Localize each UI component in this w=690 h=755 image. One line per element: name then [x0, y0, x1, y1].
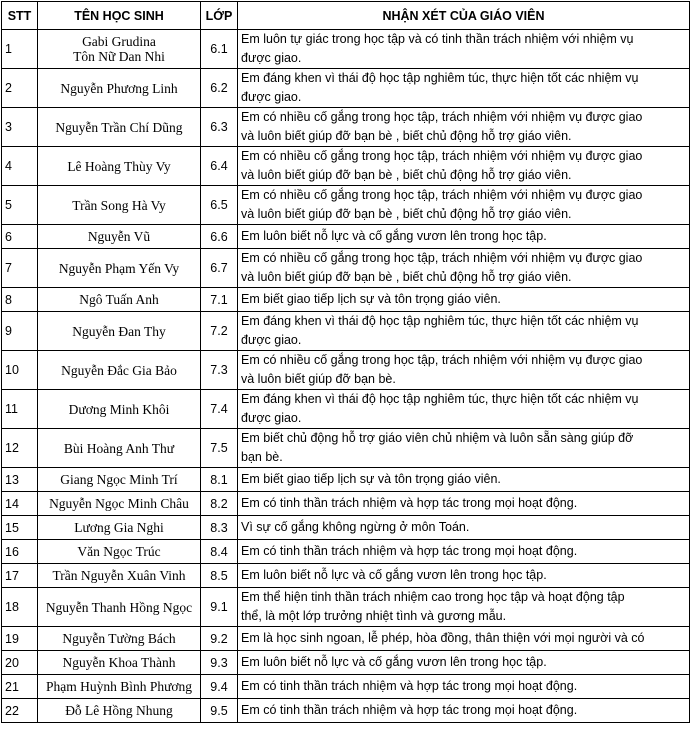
cell-teacher-comment [238, 651, 690, 675]
comment-line: được giao. [241, 51, 302, 65]
cell-teacher-comment [238, 312, 690, 351]
cell-student-name [38, 699, 201, 723]
student-name-line: Ngô Tuấn Anh [79, 292, 159, 307]
table-row [2, 288, 690, 312]
table-row [2, 540, 690, 564]
comment-line: và luôn biết giúp đỡ bạn bè , biết chủ động hỗ trợ giáo viên. [241, 270, 572, 284]
comment-line: Em có nhiều cố gắng trong học tập, trách nhiệm với nhiệm vụ được giao [241, 110, 643, 124]
student-name-line: Dương Minh Khôi [68, 401, 170, 417]
cell-class: 8.5 [201, 564, 238, 588]
cell-class: 7.5 [201, 429, 238, 468]
comment-line: và luôn biết giúp đỡ bạn bè. [241, 372, 396, 386]
cell-student-name [38, 351, 201, 390]
table-row [2, 429, 690, 468]
cell-stt: 1 [2, 30, 38, 69]
student-comments-table [1, 1, 690, 723]
comment-line: Em có nhiều cố gắng trong học tập, trách nhiệm với nhiệm vụ được giao [241, 251, 643, 265]
comment-line: Em đáng khen vì thái độ học tập nghiêm túc, thực hiện tốt các nhiệm vụ [241, 392, 639, 406]
cell-class: 8.4 [201, 540, 238, 564]
cell-class: 6.1 [201, 30, 238, 69]
cell-teacher-comment [238, 429, 690, 468]
student-name-line: Nguyễn Thanh Hồng Ngọc [45, 599, 193, 615]
cell-student-name [38, 429, 201, 468]
comment-line: Em luôn biết nỗ lực và cố gắng vươn lên trong học tập. [241, 655, 547, 669]
cell-teacher-comment [238, 675, 690, 699]
cell-teacher-comment [238, 351, 690, 390]
cell-class: 9.1 [201, 588, 238, 627]
comment-line: Em luôn tự giác trong học tập và có tinh thần trách nhiệm với nhiệm vụ [241, 32, 634, 46]
table-row [2, 249, 690, 288]
comment-line: Em đáng khen vì thái độ học tập nghiêm túc, thực hiện tốt các nhiệm vụ [241, 71, 639, 85]
comment-line: và luôn biết giúp đỡ bạn bè , biết chủ động hỗ trợ giáo viên. [241, 207, 572, 221]
cell-stt: 12 [2, 429, 38, 468]
cell-class: 6.5 [201, 186, 238, 225]
table-row [2, 588, 690, 627]
cell-class: 6.2 [201, 69, 238, 108]
student-name-line: Nguyễn Phương Linh [60, 80, 178, 96]
cell-class: 7.2 [201, 312, 238, 351]
student-name-line: Bùi Hoàng Anh Thư [63, 440, 175, 456]
cell-class: 6.4 [201, 147, 238, 186]
cell-student-name [38, 288, 201, 312]
table-row [2, 390, 690, 429]
cell-student-name [38, 249, 201, 288]
cell-class: 9.3 [201, 651, 238, 675]
table-row [2, 147, 690, 186]
cell-stt: 20 [2, 651, 38, 675]
table-row [2, 108, 690, 147]
table-row [2, 312, 690, 351]
comment-line: và luôn biết giúp đỡ bạn bè , biết chủ động hỗ trợ giáo viên. [241, 168, 572, 182]
cell-teacher-comment [238, 516, 690, 540]
header-class: LỚP [201, 2, 238, 30]
cell-teacher-comment [238, 468, 690, 492]
student-name-line: Nguyễn Đắc Gia Bảo [61, 362, 177, 378]
cell-teacher-comment [238, 147, 690, 186]
comment-line: Em đáng khen vì thái độ học tập nghiêm túc, thực hiện tốt các nhiệm vụ [241, 314, 639, 328]
cell-stt: 6 [2, 225, 38, 249]
student-name-line: Nguyễn Vũ [87, 229, 151, 244]
cell-stt: 19 [2, 627, 38, 651]
cell-class: 9.2 [201, 627, 238, 651]
cell-student-name [38, 390, 201, 429]
cell-student-name [38, 30, 201, 69]
cell-student-name [38, 69, 201, 108]
comment-line: Em biết giao tiếp lịch sự và tôn trọng giáo viên. [241, 292, 501, 306]
table-row [2, 30, 690, 69]
cell-stt: 5 [2, 186, 38, 225]
cell-class: 8.2 [201, 492, 238, 516]
comment-line: Em luôn biết nỗ lực và cố gắng vươn lên trong học tập. [241, 568, 547, 582]
cell-teacher-comment [238, 699, 690, 723]
student-name-line: Nguyễn Đan Thy [72, 323, 166, 339]
cell-class: 9.5 [201, 699, 238, 723]
cell-student-name [38, 468, 201, 492]
cell-stt: 8 [2, 288, 38, 312]
table-row [2, 564, 690, 588]
comment-line: bạn bè. [241, 450, 283, 464]
header-teacher-comment: NHẬN XÉT CỦA GIÁO VIÊN [238, 2, 690, 30]
cell-class: 6.7 [201, 249, 238, 288]
cell-class: 7.1 [201, 288, 238, 312]
student-name-line: Văn Ngọc Trúc [77, 544, 161, 559]
cell-stt: 7 [2, 249, 38, 288]
student-name-line: Tôn Nữ Dan Nhi [73, 49, 165, 64]
student-name-line: Nguyễn Khoa Thành [62, 655, 176, 670]
cell-stt: 14 [2, 492, 38, 516]
student-name-line: Gabi Grudina [82, 34, 156, 49]
comment-line: Em là học sinh ngoan, lễ phép, hòa đồng, thân thiện với mọi người và có [241, 631, 645, 645]
cell-student-name [38, 516, 201, 540]
cell-student-name [38, 312, 201, 351]
comment-line: Em có tinh thần trách nhiệm và hợp tác trong mọi hoạt động. [241, 703, 578, 717]
cell-student-name [38, 675, 201, 699]
cell-stt: 13 [2, 468, 38, 492]
cell-student-name [38, 147, 201, 186]
table-row [2, 186, 690, 225]
cell-class: 9.4 [201, 675, 238, 699]
cell-class: 7.4 [201, 390, 238, 429]
comment-line: Em thể hiện tinh thần trách nhiệm cao trong học tập và hoạt động tập [241, 590, 625, 604]
header-student-name: TÊN HỌC SINH [38, 2, 201, 30]
cell-class: 8.3 [201, 516, 238, 540]
comment-line: Vì sự cố gắng không ngừng ở môn Toán. [241, 520, 470, 534]
comment-line: Em biết giao tiếp lịch sự và tôn trọng giáo viên. [241, 472, 501, 486]
cell-stt: 15 [2, 516, 38, 540]
header-stt: STT [2, 2, 38, 30]
cell-student-name [38, 564, 201, 588]
table-row [2, 699, 690, 723]
student-name-line: Giang Ngọc Minh Trí [60, 472, 178, 487]
table-row [2, 69, 690, 108]
cell-class: 6.6 [201, 225, 238, 249]
cell-teacher-comment [238, 627, 690, 651]
cell-stt: 18 [2, 588, 38, 627]
cell-teacher-comment [238, 30, 690, 69]
student-name-line: Nguyễn Trần Chí Dũng [55, 119, 183, 135]
comment-line: Em có nhiều cố gắng trong học tập, trách nhiệm với nhiệm vụ được giao [241, 353, 643, 367]
comment-line: Em có tinh thần trách nhiệm và hợp tác trong mọi hoạt động. [241, 544, 578, 558]
student-name-line: Đỗ Lê Hồng Nhung [65, 703, 173, 718]
cell-teacher-comment [238, 492, 690, 516]
student-name-line: Nguyễn Phạm Yến Vy [58, 260, 180, 276]
student-name-line: Lương Gia Nghi [74, 520, 164, 535]
cell-teacher-comment [238, 108, 690, 147]
comment-line: Em có nhiều cố gắng trong học tập, trách nhiệm với nhiệm vụ được giao [241, 188, 643, 202]
cell-student-name [38, 540, 201, 564]
table-row [2, 468, 690, 492]
cell-teacher-comment [238, 588, 690, 627]
cell-teacher-comment [238, 540, 690, 564]
table-row [2, 351, 690, 390]
comment-line: được giao. [241, 411, 302, 425]
cell-teacher-comment [238, 186, 690, 225]
cell-teacher-comment [238, 225, 690, 249]
table-row [2, 651, 690, 675]
cell-stt: 9 [2, 312, 38, 351]
comment-line: Em có nhiều cố gắng trong học tập, trách nhiệm với nhiệm vụ được giao [241, 149, 643, 163]
cell-teacher-comment [238, 564, 690, 588]
cell-stt: 22 [2, 699, 38, 723]
header-row [2, 2, 690, 30]
student-name-line: Nguyễn Ngọc Minh Châu [49, 496, 189, 511]
cell-stt: 21 [2, 675, 38, 699]
cell-stt: 17 [2, 564, 38, 588]
cell-class: 6.3 [201, 108, 238, 147]
cell-teacher-comment [238, 390, 690, 429]
cell-student-name [38, 627, 201, 651]
cell-stt: 11 [2, 390, 38, 429]
cell-student-name [38, 186, 201, 225]
table-row [2, 225, 690, 249]
comment-line: Em luôn biết nỗ lực và cố gắng vươn lên trong học tập. [241, 229, 547, 243]
cell-stt: 16 [2, 540, 38, 564]
student-name-line: Lê Hoàng Thùy Vy [67, 158, 171, 174]
cell-class: 8.1 [201, 468, 238, 492]
cell-teacher-comment [238, 69, 690, 108]
cell-student-name [38, 492, 201, 516]
cell-stt: 10 [2, 351, 38, 390]
comment-line: Em biết chủ động hỗ trợ giáo viên chủ nhiệm và luôn sẵn sàng giúp đỡ [241, 431, 634, 445]
cell-stt: 2 [2, 69, 38, 108]
comment-line: được giao. [241, 333, 302, 347]
cell-stt: 4 [2, 147, 38, 186]
comment-line: thể, là một lớp trưởng nhiệt tình và gương mẫu. [241, 609, 507, 623]
cell-teacher-comment [238, 288, 690, 312]
comment-line: Em có tinh thần trách nhiệm và hợp tác trong mọi hoạt động. [241, 496, 578, 510]
student-name-line: Trần Nguyễn Xuân Vinh [52, 568, 186, 583]
student-name-line: Phạm Huỳnh Bình Phương [45, 679, 193, 694]
comment-line: được giao. [241, 90, 302, 104]
cell-student-name [38, 225, 201, 249]
table-row [2, 492, 690, 516]
cell-teacher-comment [238, 249, 690, 288]
cell-class: 7.3 [201, 351, 238, 390]
cell-student-name [38, 108, 201, 147]
cell-student-name [38, 651, 201, 675]
table-row [2, 675, 690, 699]
cell-stt: 3 [2, 108, 38, 147]
student-name-line: Trần Song Hà Vy [72, 197, 166, 213]
table-row [2, 627, 690, 651]
cell-student-name [38, 588, 201, 627]
student-name-line: Nguyễn Tường Bách [62, 631, 176, 646]
table-row [2, 516, 690, 540]
comment-line: và luôn biết giúp đỡ bạn bè , biết chủ động hỗ trợ giáo viên. [241, 129, 572, 143]
table-body [2, 30, 690, 723]
comment-line: Em có tinh thần trách nhiệm và hợp tác trong mọi hoạt động. [241, 679, 578, 693]
